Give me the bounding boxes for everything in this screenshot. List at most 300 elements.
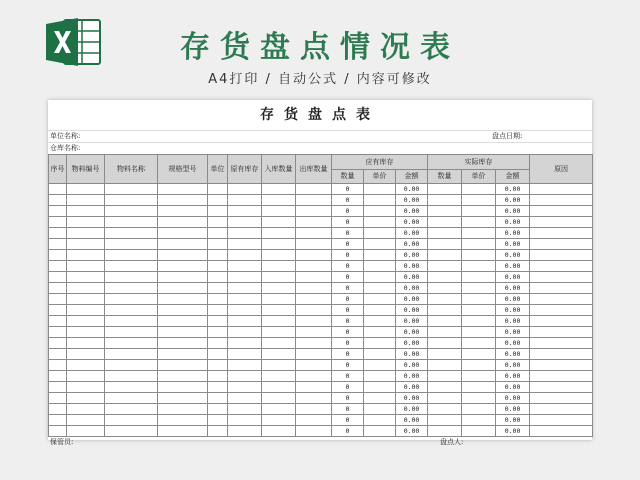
table-cell[interactable] [105, 316, 158, 327]
table-cell[interactable] [49, 217, 67, 228]
header-actual-qty[interactable]: 数量 [428, 170, 462, 184]
table-cell[interactable] [364, 404, 396, 415]
table-cell[interactable] [67, 217, 105, 228]
table-cell[interactable]: 0.00 [496, 283, 530, 294]
table-cell[interactable] [67, 371, 105, 382]
table-cell[interactable]: 0.00 [496, 239, 530, 250]
table-cell[interactable] [208, 272, 228, 283]
table-cell[interactable]: 0 [332, 239, 364, 250]
table-cell[interactable] [158, 426, 208, 437]
table-cell[interactable] [428, 327, 462, 338]
table-cell[interactable] [158, 393, 208, 404]
table-cell[interactable] [158, 349, 208, 360]
table-cell[interactable] [530, 338, 593, 349]
keeper-label[interactable]: 保管员: [50, 438, 74, 446]
table-cell[interactable] [49, 426, 67, 437]
table-cell[interactable] [49, 393, 67, 404]
table-cell[interactable] [462, 283, 496, 294]
table-cell[interactable]: 0.00 [396, 239, 428, 250]
table-cell[interactable] [462, 360, 496, 371]
table-cell[interactable] [67, 415, 105, 426]
table-cell[interactable]: 0.00 [496, 426, 530, 437]
table-cell[interactable] [428, 250, 462, 261]
table-cell[interactable]: 0.00 [396, 305, 428, 316]
table-cell[interactable] [49, 415, 67, 426]
header-material-name[interactable]: 物料名称 [105, 155, 158, 184]
table-cell[interactable] [530, 195, 593, 206]
table-cell[interactable] [428, 316, 462, 327]
table-cell[interactable] [208, 338, 228, 349]
table-cell[interactable] [428, 382, 462, 393]
table-cell[interactable] [462, 184, 496, 195]
table-cell[interactable] [530, 283, 593, 294]
table-cell[interactable] [158, 239, 208, 250]
table-cell[interactable] [296, 206, 332, 217]
table-cell[interactable] [262, 294, 296, 305]
table-cell[interactable] [462, 195, 496, 206]
table-cell[interactable]: 0.00 [496, 294, 530, 305]
table-cell[interactable] [208, 327, 228, 338]
table-cell[interactable] [364, 184, 396, 195]
table-cell[interactable] [228, 338, 262, 349]
table-cell[interactable] [428, 283, 462, 294]
table-cell[interactable] [208, 283, 228, 294]
table-cell[interactable] [262, 316, 296, 327]
table-cell[interactable] [364, 316, 396, 327]
table-cell[interactable] [296, 360, 332, 371]
table-cell[interactable]: 0.00 [496, 349, 530, 360]
table-cell[interactable] [262, 272, 296, 283]
table-cell[interactable] [462, 316, 496, 327]
table-cell[interactable] [296, 250, 332, 261]
table-cell[interactable] [228, 316, 262, 327]
table-cell[interactable]: 0 [332, 371, 364, 382]
table-cell[interactable]: 0 [332, 327, 364, 338]
header-actual-stock[interactable]: 实际库存 [428, 155, 530, 170]
table-cell[interactable]: 0 [332, 393, 364, 404]
table-cell[interactable] [428, 228, 462, 239]
table-cell[interactable] [105, 404, 158, 415]
table-cell[interactable] [462, 415, 496, 426]
table-cell[interactable] [296, 261, 332, 272]
table-cell[interactable] [67, 228, 105, 239]
table-cell[interactable] [530, 316, 593, 327]
table-cell[interactable]: 0.00 [496, 272, 530, 283]
table-cell[interactable] [105, 206, 158, 217]
table-cell[interactable] [462, 371, 496, 382]
table-cell[interactable] [228, 261, 262, 272]
table-cell[interactable]: 0.00 [496, 228, 530, 239]
table-cell[interactable] [228, 184, 262, 195]
table-cell[interactable] [428, 206, 462, 217]
table-cell[interactable] [364, 426, 396, 437]
table-cell[interactable] [530, 360, 593, 371]
table-cell[interactable] [228, 272, 262, 283]
table-cell[interactable] [428, 272, 462, 283]
table-cell[interactable] [530, 239, 593, 250]
table-cell[interactable] [67, 393, 105, 404]
table-cell[interactable] [530, 426, 593, 437]
table-cell[interactable] [228, 206, 262, 217]
table-cell[interactable] [428, 349, 462, 360]
table-cell[interactable] [462, 261, 496, 272]
table-cell[interactable]: 0.00 [496, 382, 530, 393]
table-cell[interactable] [428, 217, 462, 228]
table-cell[interactable]: 0 [332, 305, 364, 316]
table-cell[interactable] [67, 206, 105, 217]
table-cell[interactable] [49, 261, 67, 272]
table-cell[interactable] [462, 250, 496, 261]
table-cell[interactable] [208, 250, 228, 261]
table-cell[interactable]: 0.00 [396, 195, 428, 206]
table-cell[interactable]: 0.00 [396, 338, 428, 349]
table-cell[interactable]: 0.00 [396, 250, 428, 261]
table-cell[interactable] [67, 338, 105, 349]
table-cell[interactable] [49, 184, 67, 195]
header-spec[interactable]: 规格型号 [158, 155, 208, 184]
table-cell[interactable] [296, 195, 332, 206]
count-date-label[interactable]: 盘点日期: [492, 132, 523, 140]
table-cell[interactable]: 0.00 [396, 228, 428, 239]
table-cell[interactable] [105, 349, 158, 360]
table-cell[interactable]: 0.00 [396, 184, 428, 195]
table-cell[interactable] [530, 272, 593, 283]
table-cell[interactable] [262, 206, 296, 217]
table-cell[interactable] [262, 426, 296, 437]
table-cell[interactable]: 0.00 [496, 206, 530, 217]
table-cell[interactable] [262, 404, 296, 415]
table-cell[interactable]: 0 [332, 195, 364, 206]
table-cell[interactable] [262, 283, 296, 294]
table-cell[interactable] [105, 338, 158, 349]
table-cell[interactable]: 0.00 [496, 184, 530, 195]
table-cell[interactable]: 0 [332, 206, 364, 217]
table-cell[interactable] [530, 371, 593, 382]
table-cell[interactable] [158, 217, 208, 228]
table-cell[interactable] [208, 239, 228, 250]
table-cell[interactable] [262, 371, 296, 382]
table-cell[interactable]: 0 [332, 404, 364, 415]
table-cell[interactable] [105, 327, 158, 338]
table-cell[interactable] [296, 217, 332, 228]
table-cell[interactable] [49, 228, 67, 239]
table-cell[interactable] [428, 239, 462, 250]
table-cell[interactable] [364, 206, 396, 217]
table-cell[interactable] [208, 305, 228, 316]
table-cell[interactable]: 0.00 [396, 283, 428, 294]
table-cell[interactable] [364, 305, 396, 316]
table-cell[interactable]: 0.00 [396, 415, 428, 426]
table-cell[interactable] [428, 338, 462, 349]
table-cell[interactable] [428, 294, 462, 305]
table-cell[interactable] [67, 195, 105, 206]
table-cell[interactable] [228, 217, 262, 228]
table-cell[interactable] [208, 382, 228, 393]
table-cell[interactable] [364, 217, 396, 228]
table-cell[interactable]: 0.00 [396, 206, 428, 217]
table-cell[interactable] [208, 261, 228, 272]
table-cell[interactable] [67, 250, 105, 261]
header-reason[interactable]: 原因 [530, 155, 593, 184]
table-cell[interactable] [462, 228, 496, 239]
table-cell[interactable] [428, 195, 462, 206]
table-cell[interactable] [208, 393, 228, 404]
table-cell[interactable]: 0.00 [496, 360, 530, 371]
table-cell[interactable] [462, 426, 496, 437]
table-cell[interactable] [428, 184, 462, 195]
table-cell[interactable]: 0.00 [496, 371, 530, 382]
table-cell[interactable] [364, 195, 396, 206]
table-cell[interactable] [228, 415, 262, 426]
table-cell[interactable]: 0 [332, 426, 364, 437]
table-cell[interactable] [49, 382, 67, 393]
table-cell[interactable] [228, 382, 262, 393]
table-cell[interactable] [228, 349, 262, 360]
table-cell[interactable]: 0 [332, 217, 364, 228]
table-cell[interactable] [262, 415, 296, 426]
table-cell[interactable]: 0.00 [396, 349, 428, 360]
table-cell[interactable] [49, 338, 67, 349]
table-cell[interactable] [262, 327, 296, 338]
table-cell[interactable] [530, 184, 593, 195]
table-cell[interactable] [296, 393, 332, 404]
table-cell[interactable]: 0 [332, 228, 364, 239]
table-cell[interactable] [262, 239, 296, 250]
table-cell[interactable] [67, 349, 105, 360]
table-cell[interactable] [530, 382, 593, 393]
table-cell[interactable] [364, 393, 396, 404]
table-cell[interactable] [364, 228, 396, 239]
table-cell[interactable] [67, 327, 105, 338]
table-cell[interactable] [105, 305, 158, 316]
table-cell[interactable] [228, 239, 262, 250]
table-cell[interactable] [428, 261, 462, 272]
table-cell[interactable] [462, 338, 496, 349]
table-cell[interactable]: 0.00 [496, 393, 530, 404]
table-cell[interactable] [105, 228, 158, 239]
table-cell[interactable]: 0.00 [496, 250, 530, 261]
table-cell[interactable] [208, 349, 228, 360]
table-cell[interactable]: 0.00 [496, 404, 530, 415]
table-cell[interactable] [208, 294, 228, 305]
table-cell[interactable] [262, 305, 296, 316]
header-actual-amount[interactable]: 金额 [496, 170, 530, 184]
table-cell[interactable] [158, 382, 208, 393]
table-cell[interactable] [208, 228, 228, 239]
table-cell[interactable] [105, 360, 158, 371]
table-cell[interactable] [296, 272, 332, 283]
table-cell[interactable]: 0.00 [496, 327, 530, 338]
table-cell[interactable] [428, 360, 462, 371]
table-cell[interactable] [262, 382, 296, 393]
table-cell[interactable]: 0.00 [496, 261, 530, 272]
header-outbound-qty[interactable]: 出库数量 [296, 155, 332, 184]
table-cell[interactable] [228, 360, 262, 371]
table-cell[interactable] [462, 305, 496, 316]
table-cell[interactable] [67, 305, 105, 316]
table-cell[interactable] [364, 283, 396, 294]
table-cell[interactable] [262, 195, 296, 206]
table-cell[interactable] [208, 360, 228, 371]
table-cell[interactable] [67, 316, 105, 327]
table-cell[interactable] [49, 294, 67, 305]
table-cell[interactable] [49, 371, 67, 382]
header-inbound-qty[interactable]: 入库数量 [262, 155, 296, 184]
table-cell[interactable]: 0 [332, 250, 364, 261]
table-cell[interactable]: 0 [332, 184, 364, 195]
table-cell[interactable] [158, 415, 208, 426]
table-cell[interactable] [262, 184, 296, 195]
table-cell[interactable] [262, 360, 296, 371]
table-cell[interactable] [364, 250, 396, 261]
table-cell[interactable] [296, 349, 332, 360]
table-cell[interactable]: 0.00 [396, 393, 428, 404]
table-cell[interactable]: 0.00 [396, 404, 428, 415]
table-cell[interactable]: 0 [332, 294, 364, 305]
table-cell[interactable] [530, 415, 593, 426]
table-cell[interactable] [208, 426, 228, 437]
table-cell[interactable] [228, 327, 262, 338]
unit-name-label[interactable]: 单位名称: [50, 132, 81, 140]
table-cell[interactable] [530, 261, 593, 272]
table-cell[interactable] [428, 415, 462, 426]
table-cell[interactable] [208, 415, 228, 426]
table-cell[interactable] [228, 404, 262, 415]
table-cell[interactable] [530, 393, 593, 404]
table-cell[interactable] [228, 294, 262, 305]
table-cell[interactable] [49, 349, 67, 360]
table-cell[interactable]: 0 [332, 261, 364, 272]
table-cell[interactable] [228, 195, 262, 206]
header-actual-price[interactable]: 单价 [462, 170, 496, 184]
table-cell[interactable] [296, 283, 332, 294]
table-cell[interactable] [105, 393, 158, 404]
table-cell[interactable] [49, 404, 67, 415]
table-cell[interactable]: 0 [332, 360, 364, 371]
table-cell[interactable] [105, 371, 158, 382]
table-cell[interactable]: 0.00 [496, 338, 530, 349]
table-cell[interactable] [364, 382, 396, 393]
table-cell[interactable] [105, 239, 158, 250]
table-cell[interactable] [228, 305, 262, 316]
table-cell[interactable] [158, 250, 208, 261]
table-cell[interactable] [462, 393, 496, 404]
table-cell[interactable] [49, 327, 67, 338]
warehouse-name-label[interactable]: 仓库名称: [50, 144, 81, 152]
table-cell[interactable]: 0.00 [396, 316, 428, 327]
table-cell[interactable]: 0 [332, 338, 364, 349]
table-cell[interactable] [530, 305, 593, 316]
table-cell[interactable] [158, 404, 208, 415]
table-cell[interactable]: 0.00 [396, 294, 428, 305]
table-cell[interactable]: 0.00 [496, 415, 530, 426]
table-cell[interactable] [530, 349, 593, 360]
table-cell[interactable]: 0 [332, 272, 364, 283]
table-cell[interactable] [105, 283, 158, 294]
table-cell[interactable] [262, 250, 296, 261]
table-cell[interactable] [262, 217, 296, 228]
table-cell[interactable]: 0.00 [396, 261, 428, 272]
table-cell[interactable] [49, 195, 67, 206]
table-cell[interactable] [364, 349, 396, 360]
table-cell[interactable] [49, 250, 67, 261]
table-cell[interactable] [158, 184, 208, 195]
table-cell[interactable] [296, 426, 332, 437]
table-cell[interactable] [67, 283, 105, 294]
table-cell[interactable] [228, 393, 262, 404]
table-cell[interactable]: 0.00 [396, 272, 428, 283]
table-cell[interactable] [364, 327, 396, 338]
header-original-stock[interactable]: 原有库存 [228, 155, 262, 184]
table-cell[interactable] [67, 382, 105, 393]
table-cell[interactable] [105, 382, 158, 393]
table-cell[interactable]: 0 [332, 415, 364, 426]
table-cell[interactable] [296, 239, 332, 250]
table-cell[interactable] [208, 195, 228, 206]
table-cell[interactable] [462, 327, 496, 338]
table-cell[interactable] [428, 404, 462, 415]
table-cell[interactable] [364, 415, 396, 426]
table-cell[interactable] [49, 316, 67, 327]
table-cell[interactable] [262, 393, 296, 404]
table-cell[interactable] [462, 239, 496, 250]
table-cell[interactable] [158, 360, 208, 371]
table-cell[interactable] [428, 393, 462, 404]
table-cell[interactable] [462, 217, 496, 228]
table-cell[interactable]: 0.00 [396, 360, 428, 371]
table-cell[interactable] [462, 294, 496, 305]
table-cell[interactable] [228, 228, 262, 239]
table-cell[interactable] [228, 371, 262, 382]
table-cell[interactable] [158, 294, 208, 305]
table-cell[interactable] [228, 250, 262, 261]
table-cell[interactable]: 0.00 [496, 305, 530, 316]
table-cell[interactable] [428, 426, 462, 437]
table-cell[interactable]: 0.00 [396, 426, 428, 437]
table-cell[interactable] [208, 206, 228, 217]
table-cell[interactable] [364, 239, 396, 250]
table-cell[interactable]: 0 [332, 283, 364, 294]
table-cell[interactable] [158, 283, 208, 294]
table-cell[interactable] [158, 338, 208, 349]
table-cell[interactable] [530, 327, 593, 338]
table-cell[interactable] [105, 426, 158, 437]
table-cell[interactable] [364, 338, 396, 349]
table-cell[interactable] [49, 283, 67, 294]
table-cell[interactable] [67, 184, 105, 195]
table-cell[interactable] [228, 426, 262, 437]
table-cell[interactable] [67, 272, 105, 283]
table-cell[interactable] [296, 371, 332, 382]
counter-label[interactable]: 盘点人: [440, 438, 464, 446]
table-cell[interactable]: 0.00 [396, 382, 428, 393]
table-cell[interactable] [49, 305, 67, 316]
table-cell[interactable] [296, 294, 332, 305]
table-cell[interactable] [158, 316, 208, 327]
table-cell[interactable] [208, 184, 228, 195]
table-cell[interactable] [296, 415, 332, 426]
table-cell[interactable] [296, 338, 332, 349]
table-cell[interactable] [158, 206, 208, 217]
table-cell[interactable] [462, 272, 496, 283]
table-cell[interactable] [428, 305, 462, 316]
table-cell[interactable] [67, 261, 105, 272]
table-cell[interactable]: 0.00 [496, 316, 530, 327]
table-cell[interactable] [262, 228, 296, 239]
table-cell[interactable]: 0 [332, 349, 364, 360]
table-cell[interactable] [208, 404, 228, 415]
table-cell[interactable]: 0.00 [496, 217, 530, 228]
